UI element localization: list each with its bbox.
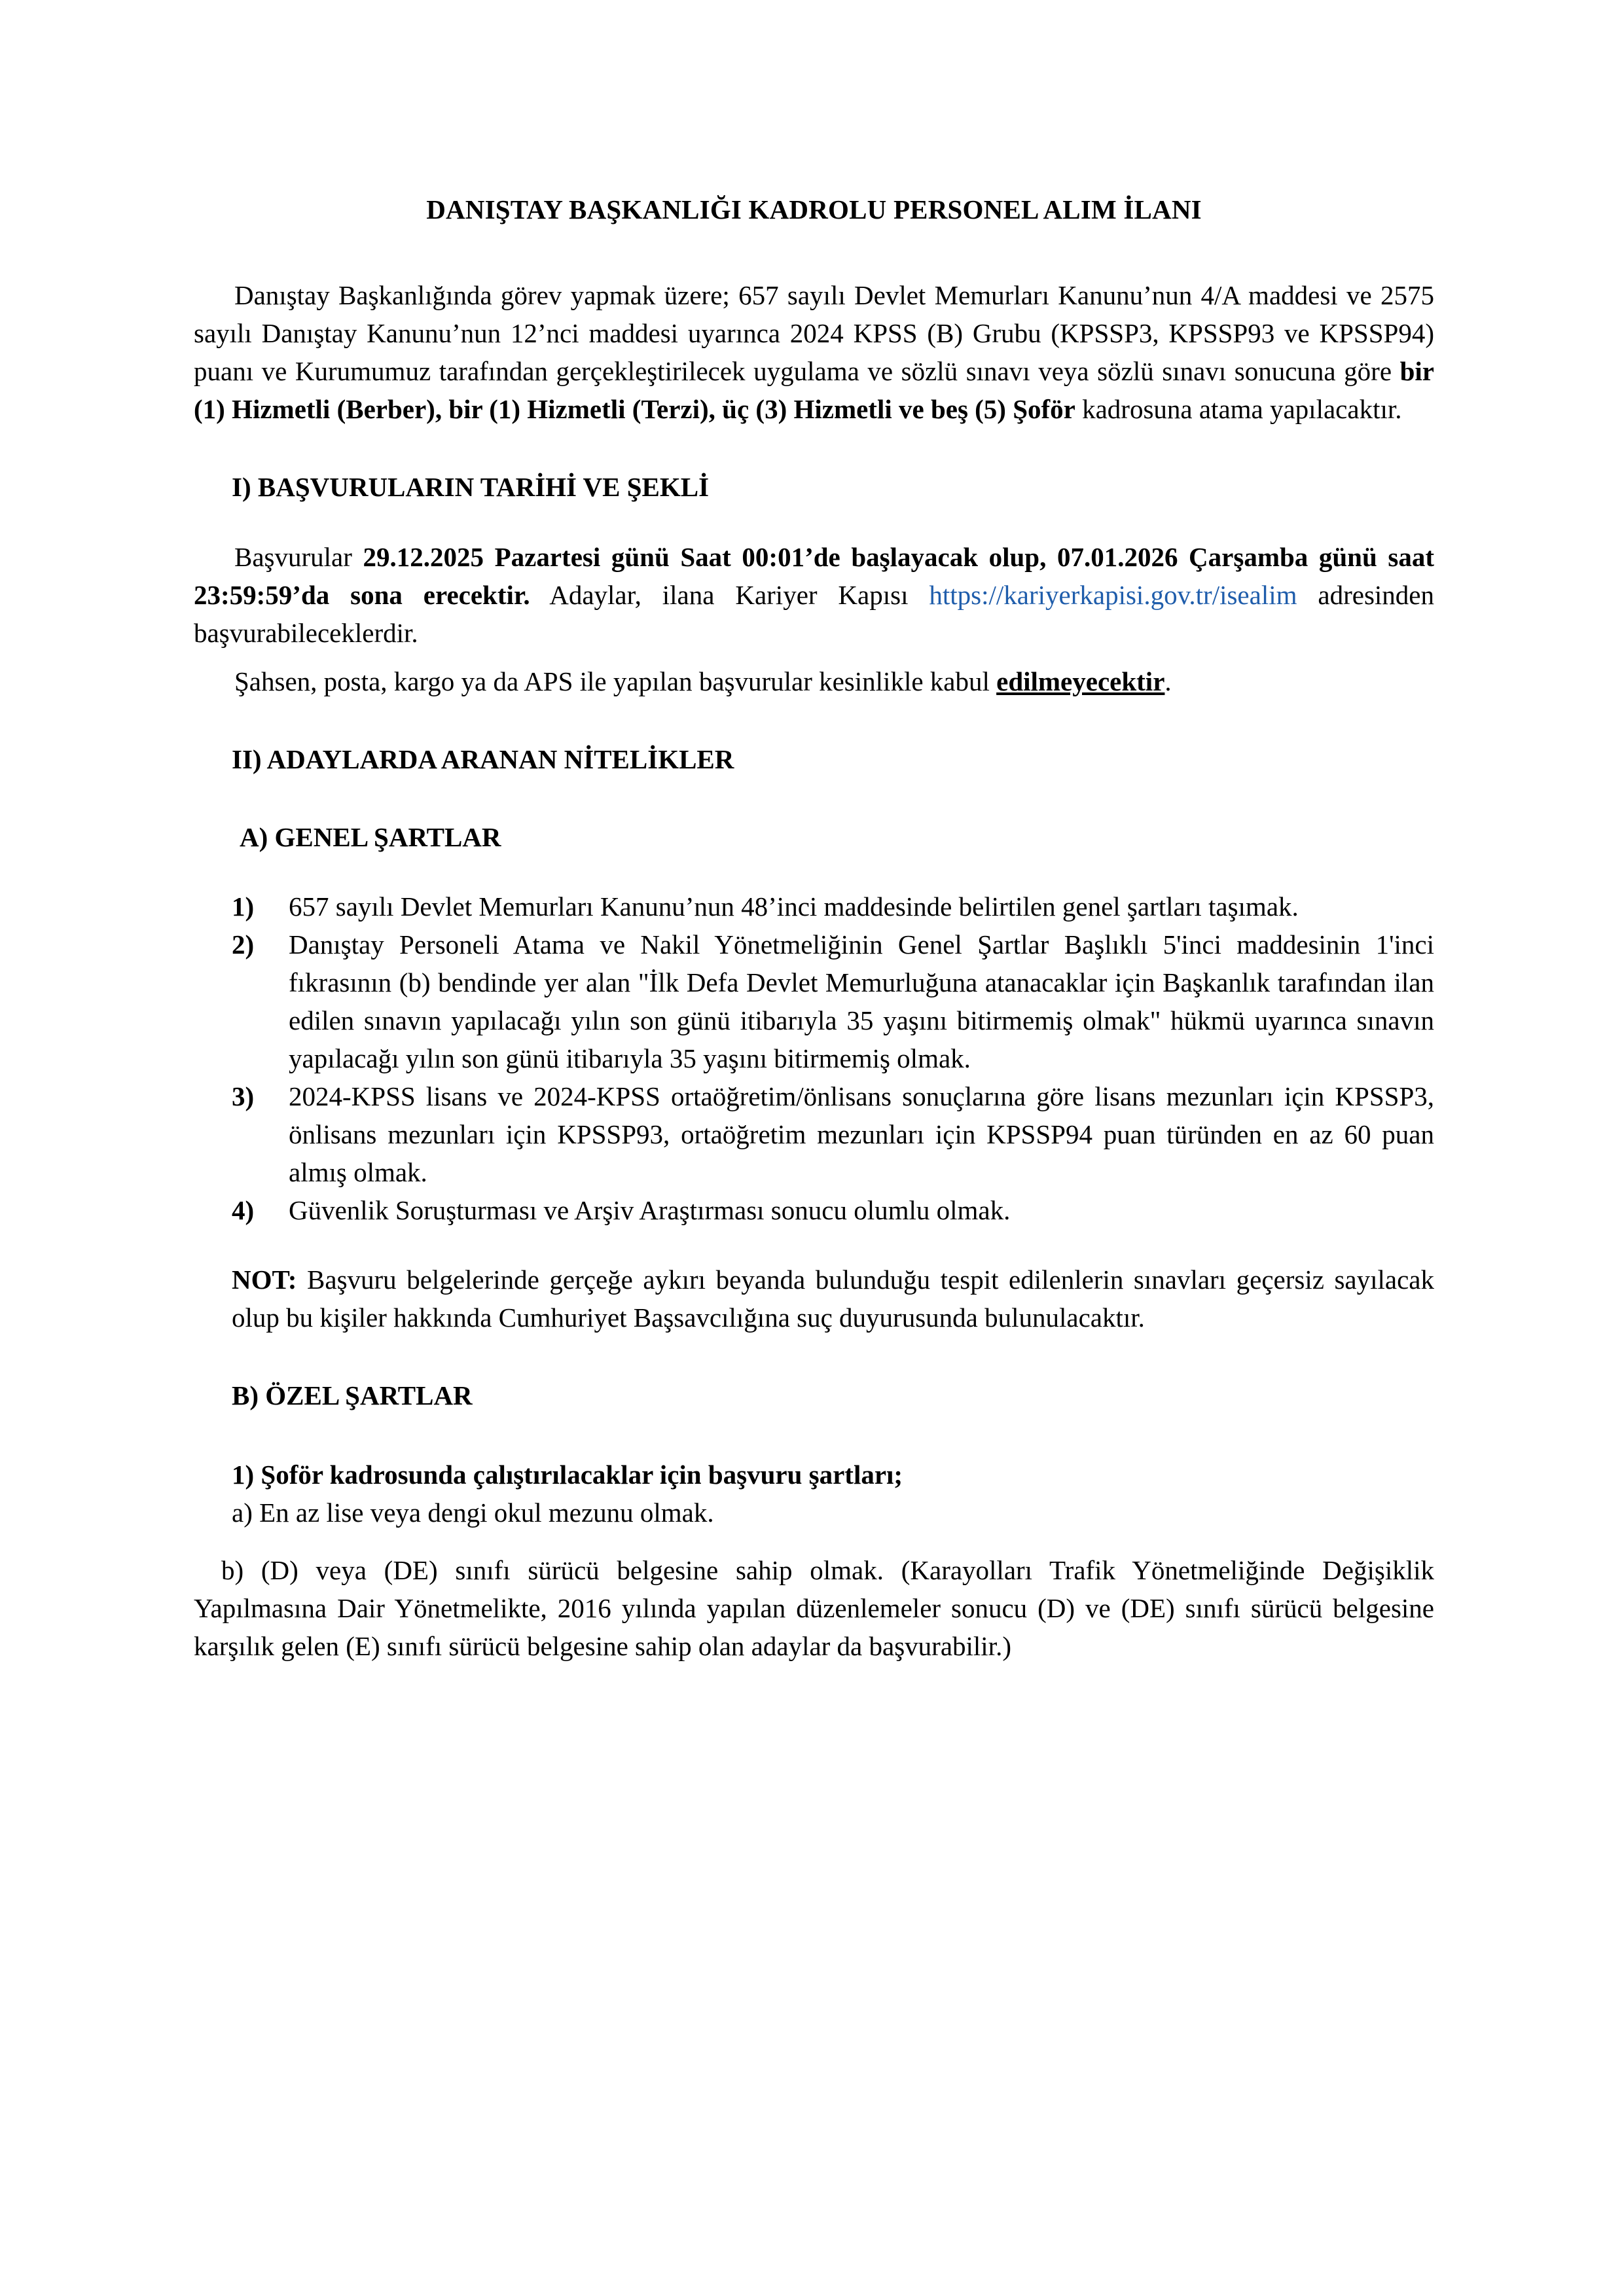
application-mid-text: Adaylar, ilana Kariyer Kapısı — [530, 579, 929, 610]
application-lead-text: Başvurular — [234, 541, 363, 572]
driver-conditions-heading: 1) Şoför kadrosunda çalıştırılacaklar için başvuru şartları; — [232, 1459, 903, 1490]
application-tail-text: adresinden başvurabileceklerdir. — [194, 579, 1434, 648]
application-dates-paragraph — [194, 538, 1434, 652]
spacer — [194, 428, 1434, 469]
subsection-heading-special-conditions: B) ÖZEL ŞARTLAR — [232, 1380, 473, 1411]
list-item — [194, 1191, 1434, 1229]
application-dates-bold: 29.12.2025 Pazartesi günü Saat 00:01’de başlayacak olup, 07.01.2026 Çarşamba günü saat 23:59:59’da sona erecektir. — [194, 541, 1435, 610]
no-postal-emphasis: edilmeyecektir — [996, 666, 1165, 696]
page-title: DANIŞTAY BAŞKANLIĞI KADROLU PERSONEL ALIM İLANI — [426, 194, 1202, 224]
list-item — [194, 925, 1434, 1077]
list-item-text: Güvenlik Soruşturması ve Arşiv Araştırması sonucu olumlu olmak. — [289, 1195, 1011, 1226]
document-content — [194, 0, 1434, 1665]
intro-positions-bold: bir (1) Hizmetli (Berber), bir (1) Hizmetli (Terzi), üç (3) Hizmetli ve beş (5) Şoför — [194, 356, 1434, 425]
list-item-marker: 1) — [232, 891, 255, 922]
list-item — [194, 1077, 1434, 1191]
note-label: NOT: — [232, 1265, 297, 1295]
section-heading-candidate-qualifications: II) ADAYLARDA ARANAN NİTELİKLER — [232, 744, 734, 774]
list-item-text: 657 sayılı Devlet Memurları Kanunu’nun 48’inci maddesinde belirtilen genel şartları taşımak. — [289, 891, 1299, 922]
note-paragraph — [194, 1261, 1434, 1336]
section-heading-application-date: I) BAŞVURULARIN TARİHİ VE ŞEKLİ — [232, 472, 710, 503]
spacer — [194, 1415, 1434, 1456]
intro-paragraph — [194, 276, 1434, 428]
intro-text-part2: kadrosuna atama yapılacaktır. — [1075, 394, 1402, 425]
spacer — [194, 1336, 1434, 1377]
list-item-marker: 3) — [232, 1081, 255, 1112]
driver-condition-b: b) (D) veya (DE) sınıfı sürücü belgesine sahip olmak. (Karayolları Trafik Yönetmeliğinde Değişiklik Yapılmasına Dair Yönetmelikte, 2016 yılında yapılan düzenlemeler sonucu (D) ve (DE) sınıfı sürücü belgesine karşılık gelen (E) sınıfı sürücü belgesine sahip olan adaylar da başvurabilir.) — [194, 1554, 1434, 1661]
spacer — [194, 226, 1434, 276]
note-text: Başvuru belgelerinde gerçeğe aykırı beyanda bulunduğu tespit edilenlerin sınavları geçersiz sayılacak olup bu kişiler hakkında Cumhuriyet Başsavcılığına suç duyurusunda bulunulacaktır. — [232, 1265, 1434, 1333]
spacer — [194, 700, 1434, 741]
intro-text-part1: Danıştay Başkanlığında görev yapmak üzere; 657 sayılı Devlet Memurları Kanunu’nun 4/A maddesi ve 2575 sayılı Danıştay Kanunu’nun 12’nci maddesi uyarınca 2024 KPSS (B) Grubu (KPSSP3, KPSSP93 ve KPSSP94) puanı ve Kurumumuz tarafından gerçekleştirilecek uygulama ve sözlü sınavı veya sözlü sınavı sonucuna göre — [194, 280, 1434, 387]
spacer — [194, 652, 1434, 662]
list-item-marker: 2) — [232, 929, 255, 960]
spacer — [194, 507, 1434, 538]
no-postal-lead-text: Şahsen, posta, kargo ya da APS ile yapılan başvurular kesinlikle kabul — [234, 666, 997, 696]
spacer — [194, 856, 1434, 888]
kariyer-kapisi-link[interactable]: https://kariyerkapisi.gov.tr/isealim — [929, 579, 1297, 610]
no-postal-application-paragraph — [194, 662, 1434, 700]
spacer — [194, 778, 1434, 819]
general-conditions-list — [194, 888, 1434, 1229]
list-item-text: 2024-KPSS lisans ve 2024-KPSS ortaöğretim/önlisans sonuçlarına göre lisans mezunları için KPSSP3, önlisans mezunları için KPSSP93, ortaöğretim mezunları için KPSSP94 puan türünden en az 60 puan almış olmak. — [289, 1081, 1434, 1188]
list-item — [194, 888, 1434, 925]
no-postal-tail-text: . — [1164, 666, 1172, 696]
spacer — [194, 1229, 1434, 1261]
list-item-marker: 4) — [232, 1195, 255, 1226]
list-item-text: Danıştay Personeli Atama ve Nakil Yönetmeliğinin Genel Şartlar Başlıklı 5'inci maddesinin 1'inci fıkrasının (b) bendinde yer alan "İlk Defa Devlet Memurluğuna atanacaklar için Başkanlık tarafından ilan edilen sınavın yapılacağı yılın son günü itibarıyla 35 yaşını bitirmemiş olmak" hükmü uyarınca sınavın yapılacağı yılın son günü itibarıyla 35 yaşını bitirmemiş olmak. — [289, 929, 1434, 1074]
driver-condition-a: a) En az lise veya dengi okul mezunu olmak. — [232, 1497, 714, 1528]
spacer — [194, 1532, 1434, 1551]
subsection-heading-general-conditions: A) GENEL ŞARTLAR — [240, 822, 501, 853]
